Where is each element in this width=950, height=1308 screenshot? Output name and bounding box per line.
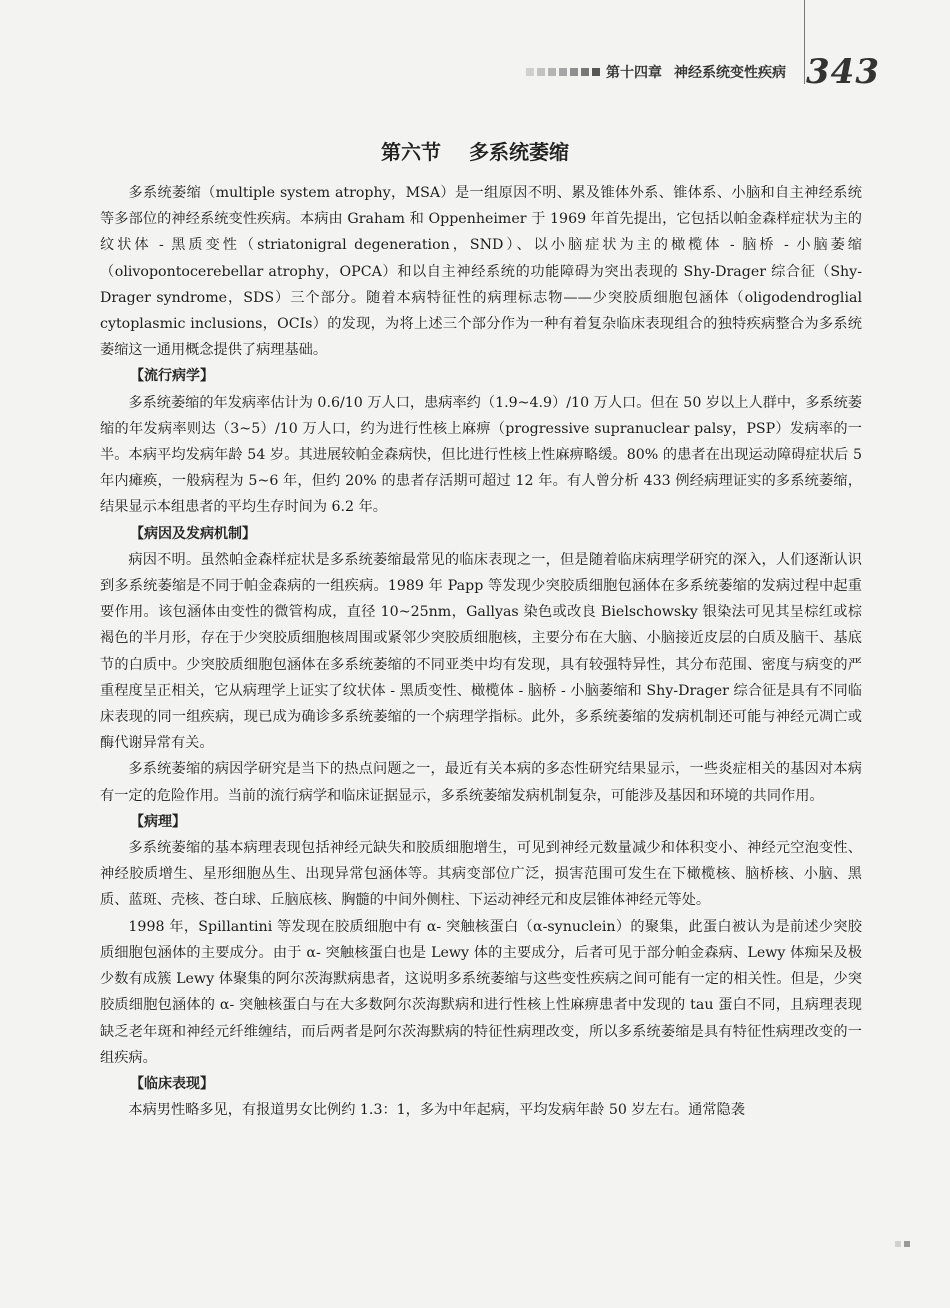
- heading-epidemiology: 【流行病学】: [130, 368, 214, 385]
- running-header: [470, 54, 880, 90]
- heading-etiology: 【病因及发病机制】: [130, 525, 256, 542]
- section-number: 第六节: [381, 140, 441, 164]
- page-number: 343: [806, 52, 880, 92]
- chapter-title: 神经系统变性疾病: [674, 65, 787, 81]
- section-name: 多系统萎缩: [469, 140, 569, 164]
- header-decoration-squares: [526, 68, 600, 76]
- body-text: [100, 180, 862, 1123]
- section-title: [0, 136, 950, 165]
- intro-paragraph: 多系统萎缩（multiple system atrophy，MSA）是一组原因不明、累及锥体外系、锥体系、小脑和自主神经系统等多部位的神经系统变性疾病。本病由 Graham 和 Oppenheimer 于 1969 年首先提出，它包括以帕金森样症状为主的纹状体 - 黑质变性（striatonigral degeneration，SND）、以小脑症状为主的橄榄体 - 脑桥 - 小脑萎缩（olivopontocerebellar atrophy，OPCA）和以自主神经系统的功能障碍为突出表现的 Shy-Drager 综合征（Shy-Drager syndrome，SDS）三个部分。随着本病特征性的病理标志物——少突胶质细胞包涵体（oligodendroglial cytoplasmic inclusions，OCIs）的发现，为将上述三个部分作为一种有着复杂临床表现组合的独特疾病整合为多系统萎缩这一通用概念提供了病理基础。: [100, 185, 862, 359]
- clinical-paragraph: 本病男性略多见，有报道男女比例约 1.3：1，多为中年起病，平均发病年龄 50 岁左右。通常隐袭: [128, 1102, 745, 1119]
- corner-decoration-squares: [895, 1241, 910, 1247]
- etiology-paragraph: 病因不明。虽然帕金森样症状是多系统萎缩最常见的临床表现之一，但是随着临床病理学研究的深入，人们逐渐认识到多系统萎缩是不同于帕金森病的一组疾病。1989 年 Papp 等发现少突胶质细胞包涵体在多系统萎缩的发病过程中起重要作用。该包涵体由变性的微管构成，直径 10~25nm，Gallyas 染色或改良 Bielschowsky 银染法可见其呈棕红或棕褐色的半月形，存在于少突胶质细胞核周围或紧邻少突胶质细胞核，主要分布在大脑、小脑接近皮层的白质及脑干、基底节的白质中。少突胶质细胞包涵体在多系统萎缩的不同亚类中均有发现，具有较强特异性，其分布范围、密度与病变的严重程度呈正相关，它从病理学上证实了纹状体 - 黑质变性、橄榄体 - 脑桥 - 小脑萎缩和 Shy-Drager 综合征是具有不同临床表现的同一组疾病，现已成为确诊多系统萎缩的一个病理学指标。此外，多系统萎缩的发病机制还可能与神经元凋亡或酶代谢异常有关。: [100, 551, 862, 752]
- heading-clinical: 【临床表现】: [130, 1075, 214, 1092]
- pathology-paragraph: 1998 年，Spillantini 等发现在胶质细胞中有 α- 突触核蛋白（α-synuclein）的聚集，此蛋白被认为是前述少突胶质细胞包涵体的主要成分。由于 α- 突触核蛋白也是 Lewy 体的主要成分，后者可见于部分帕金森病、Lewy 体痴呆及极少数有成簇 Lewy 体聚集的阿尔茨海默病患者，这说明多系统萎缩与这些变性疾病之间可能有一定的相关性。但是，少突胶质细胞包涵体的 α- 突触核蛋白与在大多数阿尔茨海默病和进行性核上性麻痹患者中发现的 tau 蛋白不同，且病理表现缺乏老年斑和神经元纤维缠结，而后两者是阿尔茨海默病的特征性病理改变，所以多系统萎缩是具有特征性病理改变的一组疾病。: [100, 918, 862, 1066]
- pathology-paragraph: 多系统萎缩的基本病理表现包括神经元缺失和胶质细胞增生，可见到神经元数量减少和体积变小、神经元空泡变性、神经胶质增生、星形细胞丛生、出现异常包涵体等。其病变部位广泛，损害范围可发生在下橄榄核、脑桥核、小脑、黑质、蓝斑、壳核、苍白球、丘脑底核、胸髓的中间外侧柱、下运动神经元和皮层锥体神经元等处。: [100, 840, 862, 909]
- heading-pathology: 【病理】: [130, 813, 186, 830]
- epidemiology-paragraph: 多系统萎缩的年发病率估计为 0.6/10 万人口，患病率约（1.9~4.9）/10 万人口。但在 50 岁以上人群中，多系统萎缩的年发病率则达（3~5）/10 万人口，约为进行性核上麻痹（progressive supranuclear palsy，PSP）发病率的一半。本病平均发病年龄 54 岁。其进展较帕金森病快，但比进行性核上性麻痹略缓。80% 的患者在出现运动障碍症状后 5 年内瘫痪，一般病程为 5~6 年，但约 20% 的患者存活期可超过 12 年。有人曾分析 433 例经病理证实的多系统萎缩，结果显示本组患者的平均生存时间为 6.2 年。: [100, 394, 862, 516]
- etiology-paragraph: 多系统萎缩的病因学研究是当下的热点问题之一，最近有关本病的多态性研究结果显示，一些炎症相关的基因对本病有一定的危险作用。当前的流行病学和临床证据显示，多系统萎缩发病机制复杂，可能涉及基因和环境的共同作用。: [100, 761, 862, 804]
- chapter-label: 第十四章: [606, 65, 663, 81]
